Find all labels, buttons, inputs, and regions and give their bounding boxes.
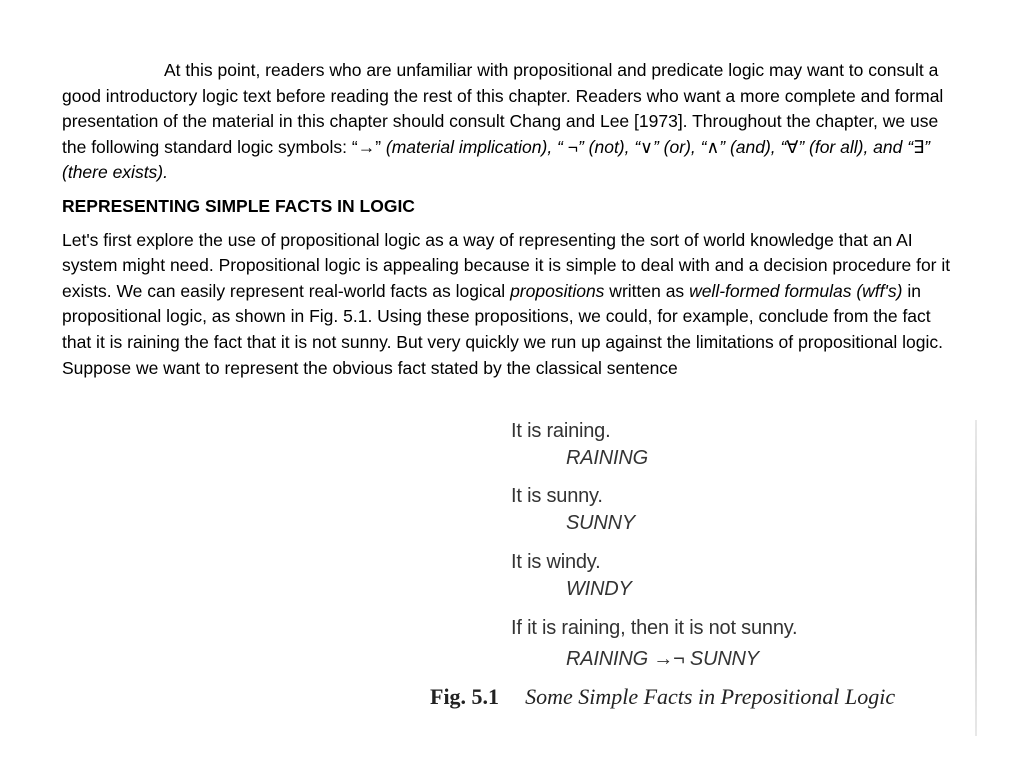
body-text-2: written as	[604, 280, 690, 301]
figure-caption-title: Some Simple Facts in Prepositional Logic	[525, 684, 896, 709]
fact-sentence-sunny: It is sunny.	[511, 485, 603, 507]
text-block	[62, 58, 962, 381]
fact-symbol-raining: RAINING	[566, 447, 648, 469]
intro-symbols-text: (material implication), “ ¬” (not), “∨” (or), “∧” (and), “∀” (for all), and “∃” (there exists).	[62, 136, 930, 183]
body-italic-wff: well-formed formulas (wff's)	[689, 280, 903, 301]
body-text-1: Let's first explore the use of propositional logic as a way of representing the sort of world knowledge that an AI system might need. Propositional logic is appealing because it is simple to deal with and a decision procedure for it exists. We can easily represent real-world facts as logical	[62, 229, 951, 301]
body-italic-propositions: propositions	[510, 280, 605, 301]
fact-sentence-raining: It is raining.	[511, 420, 611, 442]
fact-symbol-sunny: SUNNY	[566, 512, 636, 534]
figure-5-1	[420, 412, 990, 742]
fact-symbol-implication: RAINING →¬ SUNNY	[566, 648, 759, 670]
intro-paragraph	[62, 58, 962, 186]
body-text-3: in propositional logic, as shown in Fig. 5.1. Using these propositions, we could, for example, conclude from the fact that it is raining the fact that it is not sunny. But very quickly we run up against the limitations of propositional logic. Suppose we want to represent the obvious fact stated by the classical sentence	[62, 280, 943, 378]
body-paragraph	[62, 228, 962, 382]
fact-symbol-windy: WINDY	[566, 578, 632, 600]
figure-caption-number: Fig. 5.1	[430, 684, 500, 709]
fact-sentence-implication: If it is raining, then it is not sunny.	[511, 617, 798, 639]
section-heading: REPRESENTING SIMPLE FACTS IN LOGIC	[62, 195, 415, 216]
fact-sentence-windy: It is windy.	[511, 551, 601, 573]
intro-text: At this point, readers who are unfamiliar with propositional and predicate logic may want to consult a good introductory logic text before reading the rest of this chapter. Readers who want a more complete and formal presentation of the material in this chapter should consult Chang and Lee [1973]. Throughout the chapter, we use the following standard logic symbols: “→”	[62, 60, 944, 157]
scan-edge-line	[975, 420, 977, 736]
figure-caption	[430, 684, 895, 710]
